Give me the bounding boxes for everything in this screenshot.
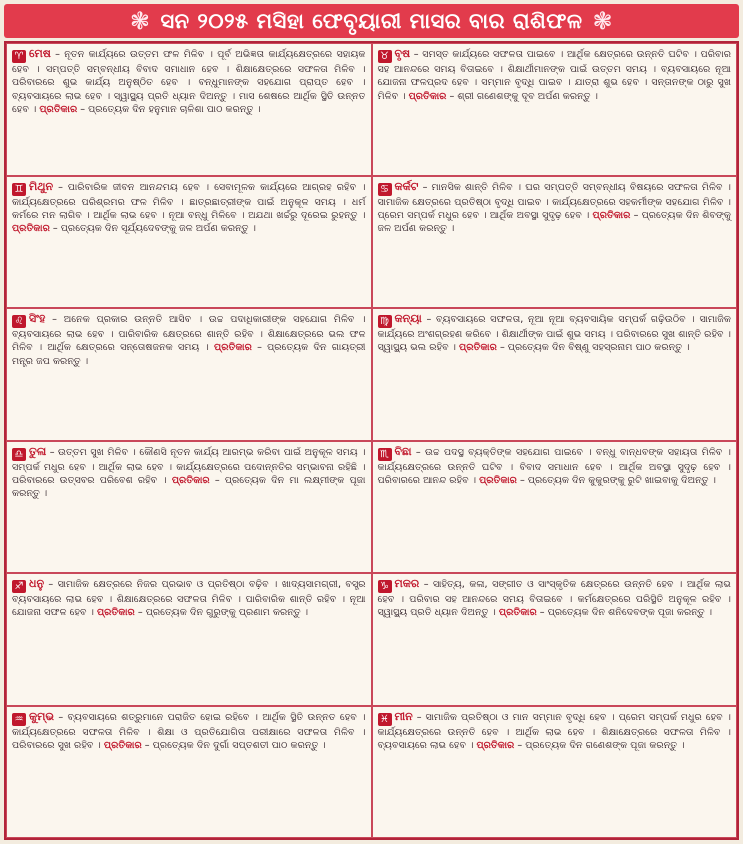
remedy-text: ପ୍ରତ୍ୟେକ ଦିନ ଶନିଦେବଙ୍କ ପୂଜା କରନ୍ତୁ । — [547, 607, 713, 619]
remedy-text: ପ୍ରତ୍ୟେକ ଦିନ ହନୁମାନ ଚାଳିଶା ପାଠ କରନ୍ତୁ । — [88, 104, 261, 116]
remedy-text: ପ୍ରତ୍ୟେକ ଦିନ ଗାୟତ୍ରୀ ମନ୍ତ୍ର ଜପ କରନ୍ତୁ । — [12, 342, 366, 367]
sign-cell-makara: ♑ ମକର – ସାହିତ୍ୟ, କଳା, ସଙ୍ଗୀତ ଓ ସାଂସ୍କୃତିକ କ୍ଷେତ୍ରରେ ଉନ୍ନତି ହେବ । ଆର୍ଥିକ ଲାଭ ହେବ । ପରିବାର ସହ ଆନନ୍ଦରେ ସମୟ ବିତାଇବେ । କର୍ମକ୍ଷେତ୍ରରେ ପରିସ୍ଥିତି ଅନୁକୂଳ ରହିବ । ସ୍ୱାସ୍ଥ୍ୟ ପ୍ରତି ଧ୍ୟାନ ଦିଅନ୍ତୁ । ପ୍ରତିକାର – ପ୍ରତ୍ୟେକ ଦିନ ଶନିଦେବଙ୍କ ପୂଜା କରନ୍ତୁ । — [372, 573, 738, 706]
title-banner — [4, 4, 739, 38]
zodiac-leo-icon: ♌ — [12, 315, 26, 328]
zodiac-gemini-icon: ♊ — [12, 183, 26, 196]
remedy-text: ପ୍ରତ୍ୟେକ ଦିନ ମା ଲକ୍ଷ୍ମୀଙ୍କ ପୂଜା କରନ୍ତୁ । — [12, 474, 366, 500]
sign-cell-brusha: ♉ ବୃଷ – ସମସ୍ତ କାର୍ଯ୍ୟରେ ସଫଳତା ପାଇବେ । ଆର୍ଥିକ କ୍ଷେତ୍ରରେ ଉନ୍ନତି ଘଟିବ । ପରିବାର ସହ ଆନନ୍ଦରେ ସମୟ ବିତାଇବେ । ଶିକ୍ଷାର୍ଥୀମାନଙ୍କ ପାଇଁ ଉତ୍ତମ ସମୟ । ବ୍ୟବସାୟରେ ନୂଆ ଯୋଜନା ଫଳପ୍ରଦ ହେବ । ସମ୍ମାନ ବୃଦ୍ଧି ପାଇବ । ଯାତ୍ରା ଶୁଭ ହେବ । ସନ୍ତାନଙ୍କ ଠାରୁ ସୁଖ ମିଳିବ । ପ୍ରତିକାର – ଶ୍ରୀ ଗଣେଶଙ୍କୁ ଦୂବ ଅର୍ପଣ କରନ୍ତୁ । — [372, 43, 738, 176]
zodiac-cancer-icon: ♋ — [378, 183, 392, 196]
remedy-label: ପ୍ରତିକାର — [408, 90, 447, 102]
sign-name: କୁମ୍ଭ — [29, 709, 55, 723]
sign-text: ବ୍ୟବସାୟରେ ଶତ୍ରୁମାନେ ପରାଜିତ ହୋଇ ରହିବେ । ଆର୍ଥିକ ସ୍ଥିତି ଉନ୍ନତ ହେବ । କାର୍ଯ୍ୟକ୍ଷେତ୍ରରେ ସଫଳତା ମିଳିବ । ଶିକ୍ଷା ଓ ପ୍ରତିଯୋଗିତା ପରୀକ୍ଷାରେ ସଫଳତା ମିଳିବ । ପରିବାରରେ ସୁଖ ରହିବ । — [12, 711, 366, 751]
page-title: ସନ ୨୦୨୫ ମସିହା ଫେବୃୟାରୀ ମାସର ବାର ରାଶିଫଳ — [160, 8, 583, 33]
sign-text: ମାନସିକ ଶାନ୍ତି ମିଳିବ । ଘର ସମ୍ପତ୍ତି ସମ୍ବନ୍ଧୀୟ ବିଷୟରେ ସଫଳତା ମିଳିବ । ସାମାଜିକ କ୍ଷେତ୍ରରେ ପ୍ରତିଷ୍ଠା ବୃଦ୍ଧି ପାଇବ । କାର୍ଯ୍ୟକ୍ଷେତ୍ରରେ ସହକର୍ମୀଙ୍କ ସହଯୋଗ ମିଳିବ । ପ୍ରେମ ସମ୍ପର୍କ ମଧୁର ହେବ । ଆର୍ଥିକ ଅବସ୍ଥା ସୁଦୃଢ଼ ହେବ । — [377, 181, 732, 221]
zodiac-aries-icon: ♈ — [12, 50, 26, 63]
sign-text: ପାରିବାରିକ ଜୀବନ ଆନନ୍ଦମୟ ହେବ । ସେବାମୂଳକ କାର୍ଯ୍ୟରେ ଆଗ୍ରହ ରହିବ । କାର୍ଯ୍ୟକ୍ଷେତ୍ରରେ ପରିଶ୍ରମର ଫଳ ମିଳିବ । ଛାତ୍ରଛାତ୍ରୀଙ୍କ ପାଇଁ ଅନୁକୂଳ ସମୟ । ଧର୍ମ କର୍ମରେ ମନ ଲାଗିବ । ଆର୍ଥିକ ଲାଭ ହେବ । ନୂଆ ବନ୍ଧୁ ମିଳିବେ । ଅଯଥା ଖର୍ଚ୍ଚରୁ ଦୂରେଇ ରୁହନ୍ତୁ । — [12, 181, 366, 221]
remedy-label: ପ୍ରତିକାର — [171, 474, 210, 486]
sign-text: ସାମାଜିକ କ୍ଷେତ୍ରରେ ନିଜର ପ୍ରଭାବ ଓ ପ୍ରତିଷ୍ଠା ବଢ଼ିବ । ଖାଦ୍ୟସାମଗ୍ରୀ, ବସ୍ତ୍ର ବ୍ୟବସାୟରେ ଲାଭ ହେବ । ଶିକ୍ଷାକ୍ଷେତ୍ରରେ ସଫଳତା ମିଳିବ । ପାରିବାରିକ ଶାନ୍ତି ରହିବ । ନୂଆ ଯୋଜନା ସଫଳ ହେବ । — [12, 579, 366, 619]
sign-name: ମକର — [394, 577, 420, 590]
remedy-text: ପ୍ରତ୍ୟେକ ଦିନ ଗୁରୁଙ୍କୁ ପ୍ରଣାମ କରନ୍ତୁ । — [145, 607, 309, 619]
sign-cell-mithuna: ♊ ମିଥୁନ – ପାରିବାରିକ ଜୀବନ ଆନନ୍ଦମୟ ହେବ । ସେବାମୂଳକ କାର୍ଯ୍ୟରେ ଆଗ୍ରହ ରହିବ । କାର୍ଯ୍ୟକ୍ଷେତ୍ରରେ ପରିଶ୍ରମର ଫଳ ମିଳିବ । ଛାତ୍ରଛାତ୍ରୀଙ୍କ ପାଇଁ ଅନୁକୂଳ ସମୟ । ଧର୍ମ କର୍ମରେ ମନ ଲାଗିବ । ଆର୍ଥିକ ଲାଭ ହେବ । ନୂଆ ବନ୍ଧୁ ମିଳିବେ । ଅଯଥା ଖର୍ଚ୍ଚରୁ ଦୂରେଇ ରୁହନ୍ତୁ । ପ୍ରତିକାର – ପ୍ରତ୍ୟେକ ଦିନ ସୂର୍ଯ୍ୟଦେବଙ୍କୁ ଜଳ ଅର୍ପଣ କରନ୍ତୁ । — [6, 176, 372, 309]
sign-cell-simha: ♌ ସିଂହ – ଅନେକ ପ୍ରକାର ଉନ୍ନତି ଆସିବ । ଉଚ୍ଚ ପଦାଧିକାରୀଙ୍କ ସହଯୋଗ ମିଳିବ । ବ୍ୟବସାୟରେ ଲାଭ ହେବ । ପାରିବାରିକ କ୍ଷେତ୍ରରେ ଶାନ୍ତି ରହିବ । ଶିକ୍ଷାକ୍ଷେତ୍ରରେ ଭଲ ଫଳ ମିଳିବ । ଆର୍ଥିକ କ୍ଷେତ୍ରରେ ସନ୍ତୋଷଜନକ ସମୟ । ପ୍ରତିକାର – ପ୍ରତ୍ୟେକ ଦିନ ଗାୟତ୍ରୀ ମନ୍ତ୍ର ଜପ କରନ୍ତୁ । — [6, 308, 372, 441]
remedy-text: ପ୍ରତ୍ୟେକ ଦିନ ଶିବଙ୍କୁ ଜଳ ଅର୍ପଣ କରନ୍ତୁ । — [377, 209, 731, 235]
remedy-label: ପ୍ରତିକାର — [39, 104, 78, 116]
zodiac-sagittarius-icon: ♐ — [12, 580, 26, 593]
zodiac-virgo-icon: ♍ — [378, 315, 392, 328]
remedy-text: ପ୍ରତ୍ୟେକ ଦିନ କୁକୁରଙ୍କୁ ରୁଟି ଖାଇବାକୁ ଦିଅନ୍ତୁ । — [527, 474, 716, 486]
flower-icon: ❃ — [129, 7, 151, 35]
sign-cell-dhanu: ♐ ଧନୁ – ସାମାଜିକ କ୍ଷେତ୍ରରେ ନିଜର ପ୍ରଭାବ ଓ ପ୍ରତିଷ୍ଠା ବଢ଼ିବ । ଖାଦ୍ୟସାମଗ୍ରୀ, ବସ୍ତ୍ର ବ୍ୟବସାୟରେ ଲାଭ ହେବ । ଶିକ୍ଷାକ୍ଷେତ୍ରରେ ସଫଳତା ମିଳିବ । ପାରିବାରିକ ଶାନ୍ତି ରହିବ । ନୂଆ ଯୋଜନା ସଫଳ ହେବ । ପ୍ରତିକାର – ପ୍ରତ୍ୟେକ ଦିନ ଗୁରୁଙ୍କୁ ପ୍ରଣାମ କରନ୍ତୁ । — [6, 573, 372, 706]
remedy-label: ପ୍ରତିକାର — [498, 607, 537, 619]
sign-name: କର୍କଟ — [394, 179, 419, 193]
sign-name: ତୁଳା — [29, 444, 47, 458]
remedy-label: ପ୍ରତିକାର — [476, 739, 515, 751]
sign-text: ବ୍ୟବସାୟରେ ସଫଳତା, ନୂଆ ନୂଆ ବ୍ୟବସାୟିକ ସମ୍ପର୍କ ଗଢ଼ିଉଠିବ । ସାମାଜିକ କାର୍ଯ୍ୟରେ ଅଂଶଗ୍ରହଣ କରିବେ । ଶିକ୍ଷାର୍ଥୀଙ୍କ ପାଇଁ ଶୁଭ ସମୟ । ପରିବାରରେ ସୁଖ ଶାନ୍ତି ରହିବ । ସ୍ୱାସ୍ଥ୍ୟ ଭଲ ରହିବ । — [377, 314, 731, 354]
remedy-text: ପ୍ରତ୍ୟେକ ଦିନ ବିଷ୍ଣୁ ସହସ୍ରନାମ ପାଠ କରନ୍ତୁ । — [507, 342, 690, 354]
sign-text: ନୂତନ କାର୍ଯ୍ୟରେ ଉତ୍ତମ ଫଳ ମିଳିବ । ପୂର୍ବ ଅଭିଜ୍ଞତା କାର୍ଯ୍ୟକ୍ଷେତ୍ରରେ ସହାୟକ ହେବ । ସମ୍ପତ୍ତି ସମ୍ବନ୍ଧୀୟ ବିବାଦ ସମାଧାନ ହେବ । ଶିକ୍ଷାକ୍ଷେତ୍ରରେ ସଫଳତା ମିଳିବ । ପରିବାରରେ ଶୁଭ କାର୍ଯ୍ୟ ଅନୁଷ୍ଠିତ ହେବ । ବନ୍ଧୁମାନଙ୍କ ସହଯୋଗ ପ୍ରାପ୍ତ ହେବ । ବ୍ୟବସାୟରେ ଲାଭ ହେବ । ସ୍ୱାସ୍ଥ୍ୟ ପ୍ରତି ଧ୍ୟାନ ଦିଅନ୍ତୁ । ମାସ ଶେଷରେ ଆର୍ଥିକ ସ୍ଥିତି ଉନ୍ନତ ହେବ । — [12, 49, 366, 116]
sign-text: ଉତ୍ତମ ସୁଖ ମିଳିବ । କୌଣସି ନୂତନ କାର୍ଯ୍ୟ ଆରମ୍ଭ କରିବା ପାଇଁ ଅନୁକୂଳ ସମୟ । ସମ୍ପର୍କ ମଧୁର ହେବ । ଆର୍ଥିକ ଲାଭ ହେବ । କାର୍ଯ୍ୟକ୍ଷେତ୍ରରେ ପଦୋନ୍ନତିର ସମ୍ଭାବନା ରହିଛି । ପରିବାରରେ ଉତ୍ସବର ପରିବେଶ ରହିବ । — [12, 446, 366, 486]
sign-cell-kumbha: ♒ କୁମ୍ଭ – ବ୍ୟବସାୟରେ ଶତ୍ରୁମାନେ ପରାଜିତ ହୋଇ ରହିବେ । ଆର୍ଥିକ ସ୍ଥିତି ଉନ୍ନତ ହେବ । କାର୍ଯ୍ୟକ୍ଷେତ୍ରରେ ସଫଳତା ମିଳିବ । ଶିକ୍ଷା ଓ ପ୍ରତିଯୋଗିତା ପରୀକ୍ଷାରେ ସଫଳତା ମିଳିବ । ପରିବାରରେ ସୁଖ ରହିବ । ପ୍ରତିକାର – ପ୍ରତ୍ୟେକ ଦିନ ଦୁର୍ଗା ସପ୍ତଶତୀ ପାଠ କରନ୍ତୁ । — [6, 706, 372, 839]
sign-name: ମେଷ — [29, 47, 51, 60]
zodiac-aquarius-icon: ♒ — [12, 713, 26, 726]
sign-cell-bichha: ♏ ବିଛା – ଉଚ୍ଚ ପଦସ୍ଥ ବ୍ୟକ୍ତିଙ୍କ ସହଯୋଗ ପାଇବେ । ବନ୍ଧୁ ବାନ୍ଧବଙ୍କ ସହାୟତା ମିଳିବ । କାର୍ଯ୍ୟକ୍ଷେତ୍ରରେ ଉନ୍ନତି ଘଟିବ । ବିବାଦ ସମାଧାନ ହେବ । ଆର୍ଥିକ ଅବସ୍ଥା ସୁଦୃଢ଼ ହେବ । ପରିବାରରେ ଆନନ୍ଦ ରହିବ । ପ୍ରତିକାର – ପ୍ରତ୍ୟେକ ଦିନ କୁକୁରଙ୍କୁ ରୁଟି ଖାଇବାକୁ ଦିଅନ୍ତୁ । — [372, 441, 738, 574]
remedy-text: ପ୍ରତ୍ୟେକ ଦିନ ସୂର୍ଯ୍ୟଦେବଙ୍କୁ ଜଳ ଅର୍ପଣ କରନ୍ତୁ । — [60, 223, 256, 235]
sign-text: ସାମାଜିକ ପ୍ରତିଷ୍ଠା ଓ ମାନ ସମ୍ମାନ ବୃଦ୍ଧି ହେବ । ପ୍ରେମ ସମ୍ପର୍କ ମଧୁର ହେବ । କାର୍ଯ୍ୟକ୍ଷେତ୍ରରେ ଉନ୍ନତି ହେବ । ଆର୍ଥିକ ଲାଭ ହେବ । ଶିକ୍ଷାକ୍ଷେତ୍ରରେ ସଫଳତା ମିଳିବ । ବ୍ୟବସାୟରେ ଲାଭ ହେବ । — [377, 711, 731, 751]
sign-cell-mesha: ♈ ମେଷ – ନୂତନ କାର୍ଯ୍ୟରେ ଉତ୍ତମ ଫଳ ମିଳିବ । ପୂର୍ବ ଅଭିଜ୍ଞତା କାର୍ଯ୍ୟକ୍ଷେତ୍ରରେ ସହାୟକ ହେବ । ସମ୍ପତ୍ତି ସମ୍ବନ୍ଧୀୟ ବିବାଦ ସମାଧାନ ହେବ । ଶିକ୍ଷାକ୍ଷେତ୍ରରେ ସଫଳତା ମିଳିବ । ପରିବାରରେ ଶୁଭ କାର୍ଯ୍ୟ ଅନୁଷ୍ଠିତ ହେବ । ବନ୍ଧୁମାନଙ୍କ ସହଯୋଗ ପ୍ରାପ୍ତ ହେବ । ବ୍ୟବସାୟରେ ଲାଭ ହେବ । ସ୍ୱାସ୍ଥ୍ୟ ପ୍ରତି ଧ୍ୟାନ ଦିଅନ୍ତୁ । ମାସ ଶେଷରେ ଆର୍ଥିକ ସ୍ଥିତି ଉନ୍ନତ ହେବ । ପ୍ରତିକାର – ପ୍ରତ୍ୟେକ ଦିନ ହନୁମାନ ଚାଳିଶା ପାଠ କରନ୍ତୁ । — [6, 43, 372, 176]
sign-name: ବିଛା — [394, 444, 412, 458]
zodiac-capricorn-icon: ♑ — [378, 580, 392, 593]
zodiac-scorpio-icon: ♏ — [378, 448, 392, 461]
sign-name: ମିଥୁନ — [29, 179, 54, 193]
sign-name: କନ୍ୟା — [394, 312, 422, 325]
remedy-label: ପ୍ରତିକାର — [12, 223, 50, 235]
sign-name: ମୀନ — [394, 709, 413, 723]
remedy-text: ଶ୍ରୀ ଗଣେଶଙ୍କୁ ଦୂବ ଅର୍ପଣ କରନ୍ତୁ । — [457, 90, 598, 102]
zodiac-taurus-icon: ♉ — [378, 50, 392, 63]
rashifal-grid — [4, 41, 739, 840]
sign-text: ସାହିତ୍ୟ, କଳା, ସଙ୍ଗୀତ ଓ ସାଂସ୍କୃତିକ କ୍ଷେତ୍ରରେ ଉନ୍ନତି ହେବ । ଆର୍ଥିକ ଲାଭ ହେବ । ପରିବାର ସହ ଆନନ୍ଦରେ ସମୟ ବିତାଇବେ । କର୍ମକ୍ଷେତ୍ରରେ ପରିସ୍ଥିତି ଅନୁକୂଳ ରହିବ । ସ୍ୱାସ୍ଥ୍ୟ ପ୍ରତି ଧ୍ୟାନ ଦିଅନ୍ତୁ । — [377, 579, 731, 619]
zodiac-pisces-icon: ♓ — [378, 713, 392, 726]
remedy-text: ପ୍ରତ୍ୟେକ ଦିନ ଗଣେଶଙ୍କ ପୂଜା କରନ୍ତୁ । — [525, 739, 685, 751]
remedy-label: ପ୍ରତିକାର — [96, 607, 135, 619]
sign-text: ସମସ୍ତ କାର୍ଯ୍ୟରେ ସଫଳତା ପାଇବେ । ଆର୍ଥିକ କ୍ଷେତ୍ରରେ ଉନ୍ନତି ଘଟିବ । ପରିବାର ସହ ଆନନ୍ଦରେ ସମୟ ବିତାଇବେ । ଶିକ୍ଷାର୍ଥୀମାନଙ୍କ ପାଇଁ ଉତ୍ତମ ସମୟ । ବ୍ୟବସାୟରେ ନୂଆ ଯୋଜନା ଫଳପ୍ରଦ ହେବ । ସମ୍ମାନ ବୃଦ୍ଧି ପାଇବ । ଯାତ୍ରା ଶୁଭ ହେବ । ସନ୍ତାନଙ୍କ ଠାରୁ ସୁଖ ମିଳିବ । — [377, 49, 731, 102]
remedy-label: ପ୍ରତିକାର — [479, 474, 517, 486]
sign-text: ଅନେକ ପ୍ରକାର ଉନ୍ନତି ଆସିବ । ଉଚ୍ଚ ପଦାଧିକାରୀଙ୍କ ସହଯୋଗ ମିଳିବ । ବ୍ୟବସାୟରେ ଲାଭ ହେବ । ପାରିବାରିକ କ୍ଷେତ୍ରରେ ଶାନ୍ତି ରହିବ । ଶିକ୍ଷାକ୍ଷେତ୍ରରେ ଭଲ ଫଳ ମିଳିବ । ଆର୍ଥିକ କ୍ଷେତ୍ରରେ ସନ୍ତୋଷଜନକ ସମୟ । — [12, 314, 366, 354]
sign-name: ବୃଷ — [394, 47, 411, 60]
sign-cell-karkata: ♋ କର୍କଟ – ମାନସିକ ଶାନ୍ତି ମିଳିବ । ଘର ସମ୍ପତ୍ତି ସମ୍ବନ୍ଧୀୟ ବିଷୟରେ ସଫଳତା ମିଳିବ । ସାମାଜିକ କ୍ଷେତ୍ରରେ ପ୍ରତିଷ୍ଠା ବୃଦ୍ଧି ପାଇବ । କାର୍ଯ୍ୟକ୍ଷେତ୍ରରେ ସହକର୍ମୀଙ୍କ ସହଯୋଗ ମିଳିବ । ପ୍ରେମ ସମ୍ପର୍କ ମଧୁର ହେବ । ଆର୍ଥିକ ଅବସ୍ଥା ସୁଦୃଢ଼ ହେବ । ପ୍ରତିକାର – ପ୍ରତ୍ୟେକ ଦିନ ଶିବଙ୍କୁ ଜଳ ଅର୍ପଣ କରନ୍ତୁ । — [372, 176, 738, 309]
sign-cell-kanya: ♍ କନ୍ୟା – ବ୍ୟବସାୟରେ ସଫଳତା, ନୂଆ ନୂଆ ବ୍ୟବସାୟିକ ସମ୍ପର୍କ ଗଢ଼ିଉଠିବ । ସାମାଜିକ କାର୍ଯ୍ୟରେ ଅଂଶଗ୍ରହଣ କରିବେ । ଶିକ୍ଷାର୍ଥୀଙ୍କ ପାଇଁ ଶୁଭ ସମୟ । ପରିବାରରେ ସୁଖ ଶାନ୍ତି ରହିବ । ସ୍ୱାସ୍ଥ୍ୟ ଭଲ ରହିବ । ପ୍ରତିକାର – ପ୍ରତ୍ୟେକ ଦିନ ବିଷ୍ଣୁ ସହସ୍ରନାମ ପାଠ କରନ୍ତୁ । — [372, 308, 738, 441]
remedy-label: ପ୍ରତିକାର — [592, 209, 631, 221]
remedy-label: ପ୍ରତିକାର — [103, 739, 142, 751]
sign-name: ସିଂହ — [29, 312, 46, 325]
sign-name: ଧନୁ — [29, 577, 45, 590]
sign-cell-meena: ♓ ମୀନ – ସାମାଜିକ ପ୍ରତିଷ୍ଠା ଓ ମାନ ସମ୍ମାନ ବୃଦ୍ଧି ହେବ । ପ୍ରେମ ସମ୍ପର୍କ ମଧୁର ହେବ । କାର୍ଯ୍ୟକ୍ଷେତ୍ରରେ ଉନ୍ନତି ହେବ । ଆର୍ଥିକ ଲାଭ ହେବ । ଶିକ୍ଷାକ୍ଷେତ୍ରରେ ସଫଳତା ମିଳିବ । ବ୍ୟବସାୟରେ ଲାଭ ହେବ । ପ୍ରତିକାର – ପ୍ରତ୍ୟେକ ଦିନ ଗଣେଶଙ୍କ ପୂଜା କରନ୍ତୁ । — [372, 706, 738, 839]
remedy-text: ପ୍ରତ୍ୟେକ ଦିନ ଦୁର୍ଗା ସପ୍ତଶତୀ ପାଠ କରନ୍ତୁ । — [152, 739, 326, 751]
remedy-label: ପ୍ରତିକାର — [214, 342, 252, 354]
remedy-label: ପ୍ରତିକାର — [459, 342, 497, 354]
sign-text: ଉଚ୍ଚ ପଦସ୍ଥ ବ୍ୟକ୍ତିଙ୍କ ସହଯୋଗ ପାଇବେ । ବନ୍ଧୁ ବାନ୍ଧବଙ୍କ ସହାୟତା ମିଳିବ । କାର୍ଯ୍ୟକ୍ଷେତ୍ରରେ ଉନ୍ନତି ଘଟିବ । ବିବାଦ ସମାଧାନ ହେବ । ଆର୍ଥିକ ଅବସ୍ଥା ସୁଦୃଢ଼ ହେବ । ପରିବାରରେ ଆନନ୍ଦ ରହିବ । — [377, 446, 731, 486]
zodiac-libra-icon: ♎ — [12, 448, 26, 461]
flower-icon: ❃ — [592, 7, 614, 35]
sign-cell-tula: ♎ ତୁଳା – ଉତ୍ତମ ସୁଖ ମିଳିବ । କୌଣସି ନୂତନ କାର୍ଯ୍ୟ ଆରମ୍ଭ କରିବା ପାଇଁ ଅନୁକୂଳ ସମୟ । ସମ୍ପର୍କ ମଧୁର ହେବ । ଆର୍ଥିକ ଲାଭ ହେବ । କାର୍ଯ୍ୟକ୍ଷେତ୍ରରେ ପଦୋନ୍ନତିର ସମ୍ଭାବନା ରହିଛି । ପରିବାରରେ ଉତ୍ସବର ପରିବେଶ ରହିବ । ପ୍ରତିକାର – ପ୍ରତ୍ୟେକ ଦିନ ମା ଲକ୍ଷ୍ମୀଙ୍କ ପୂଜା କରନ୍ତୁ । — [6, 441, 372, 574]
